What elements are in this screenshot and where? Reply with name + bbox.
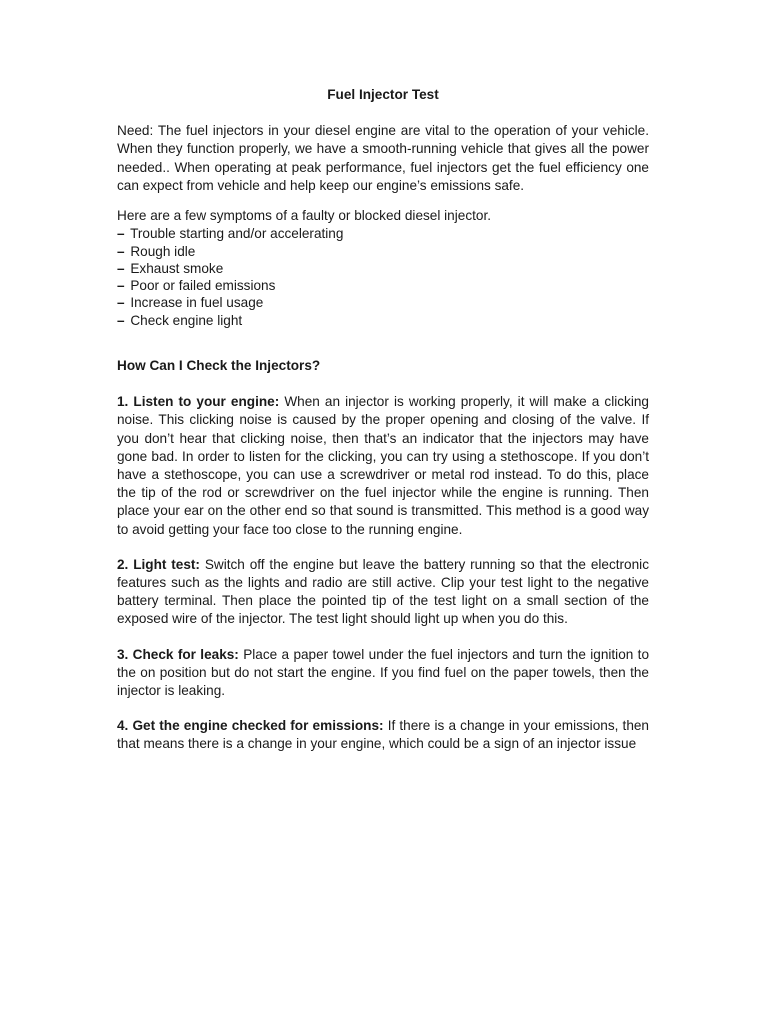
method-emissions — [117, 717, 649, 753]
method-light-test — [117, 556, 649, 629]
method-heading: 3. Check for leaks: — [117, 646, 239, 662]
method-listen — [117, 393, 649, 539]
method-text: Place a paper towel under the fuel injectors and turn the ignition to the on position but do not start the engine. If you find fuel on the paper towels, then the injector is leaking. — [117, 646, 650, 699]
method-check-leaks — [117, 646, 649, 701]
symptom-text: Trouble starting and/or accelerating — [130, 226, 344, 242]
symptom-item — [117, 243, 649, 260]
symptoms-lead: Here are a few symptoms of a faulty or blocked diesel injector. — [117, 208, 492, 224]
symptom-item — [117, 277, 649, 294]
symptom-text: Exhaust smoke — [130, 260, 224, 276]
dash-marker: – — [117, 312, 125, 328]
symptom-item — [117, 294, 649, 311]
method-heading: 2. Light test: — [117, 556, 200, 572]
symptoms-list — [117, 225, 649, 329]
method-text: When an injector is working properly, it will make a clicking noise. This clicking noise is caused by the proper opening and closing of the valve. If you don’t hear that clicking noise, then that’s an indicator that the injectors may have gone bad. In order to listen for the clicking, you can try using a stethoscope. If you don’t have a stethoscope, you can use a screwdriver or metal rod instead. To do this, place the tip of the rod or screwdriver on the fuel injector while the engine is running. Then place your ear on the other end so that sound is transmitted. This method is a good way to avoid getting your face too close to the running engine. — [117, 394, 649, 537]
symptom-item — [117, 312, 649, 329]
symptom-item — [117, 225, 649, 242]
document-page — [117, 86, 649, 771]
symptom-text: Check engine light — [130, 312, 243, 328]
symptom-text: Rough idle — [130, 243, 196, 259]
symptom-text: Increase in fuel usage — [130, 295, 264, 311]
dash-marker: – — [117, 243, 125, 259]
symptom-item — [117, 260, 649, 277]
method-heading: 4. Get the engine checked for emissions: — [117, 718, 384, 734]
section-heading: How Can I Check the Injectors? — [117, 358, 321, 373]
dash-marker: – — [117, 226, 125, 242]
dash-marker: – — [117, 260, 125, 276]
document-title: Fuel Injector Test — [327, 87, 439, 102]
method-heading: 1. Listen to your engine: — [117, 394, 280, 410]
dash-marker: – — [117, 295, 125, 311]
method-text: If there is a change in your emissions, then that means there is a change in your engine, which could be a sign of an injector issue — [117, 718, 649, 752]
dash-marker: – — [117, 278, 125, 294]
method-text: Switch off the engine but leave the battery running so that the electronic features such as the lights and radio are still active. Clip your test light to the negative battery terminal. Then place the pointed tip of the test light on a small section of the exposed wire of the injector. The test light should light up when you do this. — [117, 556, 649, 627]
intro-paragraph: Need: The fuel injectors in your diesel engine are vital to the operation of your vehicle. When they function properly, we have a smooth-running vehicle that gives all the power needed.. When operating at peak performance, fuel injectors get the fuel efficiency one can expect from vehicle and help keep our engine’s emissions safe. — [117, 123, 649, 193]
symptom-text: Poor or failed emissions — [130, 278, 276, 294]
